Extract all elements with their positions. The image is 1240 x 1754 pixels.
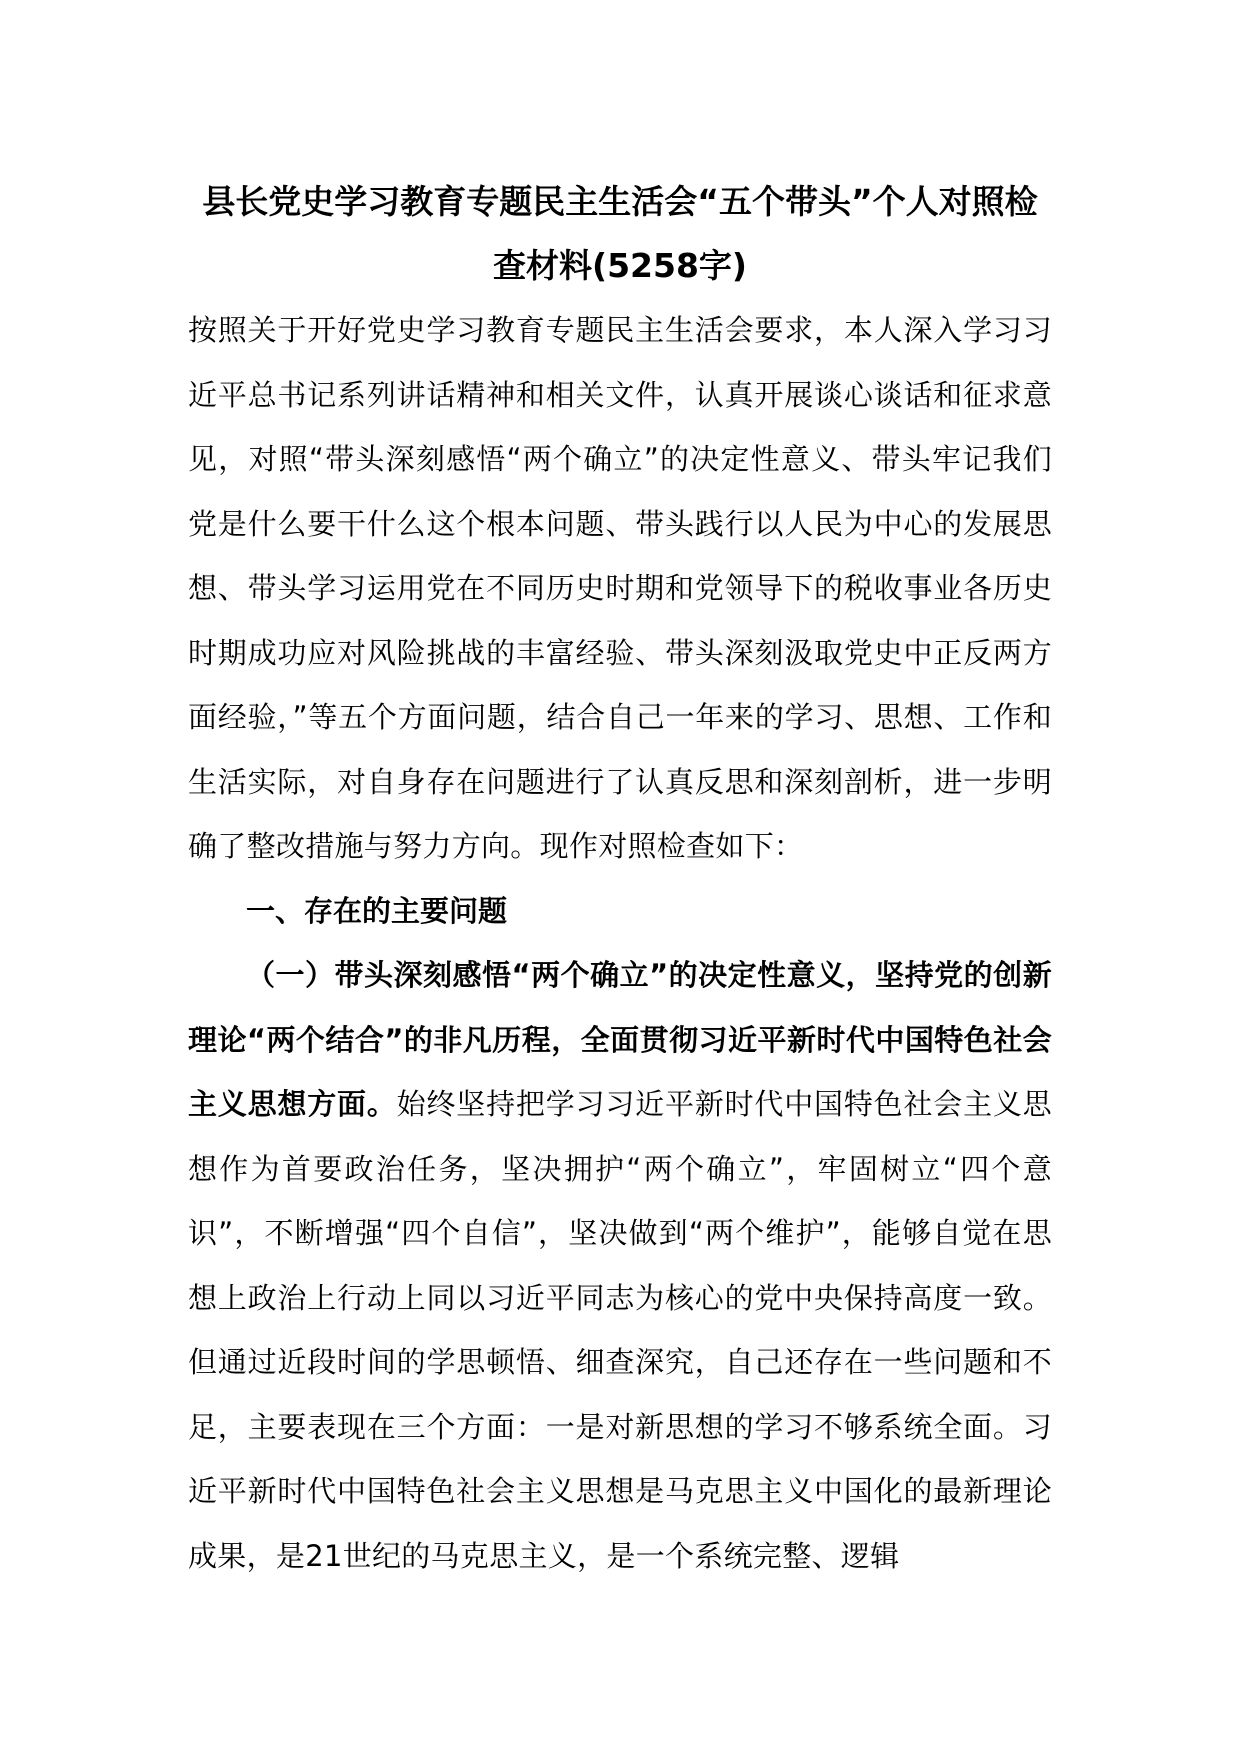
subsection-lead-1: （一）带头深刻感悟“两个确立”的决定性意义，坚持党的创新理论“两个结合”的非凡历程，全面贯彻习近平新时代中国特色社会主义思想方面。 xyxy=(188,958,1052,1121)
document-title: 县长党史学习教育专题民主生活会“五个带头”个人对照检查材料(5258字) xyxy=(202,182,1038,285)
document-body xyxy=(188,170,1052,1588)
intro-paragraph: 按照关于开好党史学习教育专题民主生活会要求，本人深入学习习近平总书记系列讲话精神和相关文件，认真开展谈心谈话和征求意见，对照“带头深刻感悟“两个确立”的决定性意义、带头牢记我们党是什么要干什么这个根本问题、带头践行以人民为中心的发展思想、带头学习运用党在不同历史时期和党领导下的税收事业各历史时期成功应对风险挑战的丰富经验、带头深刻汲取党史中正反两方面经验，”等五个方面问题，结合自己一年来的学习、思想、工作和生活实际，对自身存在问题进行了认真反思和深刻剖析，进一步明确了整改措施与努力方向。现作对照检查如下： xyxy=(188,313,1052,863)
section-heading-1: 一、存在的主要问题 xyxy=(246,893,508,928)
subsection-paragraph-1 xyxy=(188,943,1052,1588)
subsection-body-1: 始终坚持把学习习近平新时代中国特色社会主义思想作为首要政治任务，坚决拥护“两个确立”，牢固树立“四个意识”，不断增强“四个自信”，坚决做到“两个维护”，能够自觉在思想上政治上行动上同以习近平同志为核心的党中央保持高度一致。但通过近段时间的学思顿悟、细查深究，自己还存在一些问题和不足，主要表现在三个方面：一是对新思想的学习不够系统全面。习近平新时代中国特色社会主义思想是马克思主义中国化的最新理论成果，是21世纪的马克思主义，是一个系统完整、逻辑 xyxy=(188,1087,1052,1573)
